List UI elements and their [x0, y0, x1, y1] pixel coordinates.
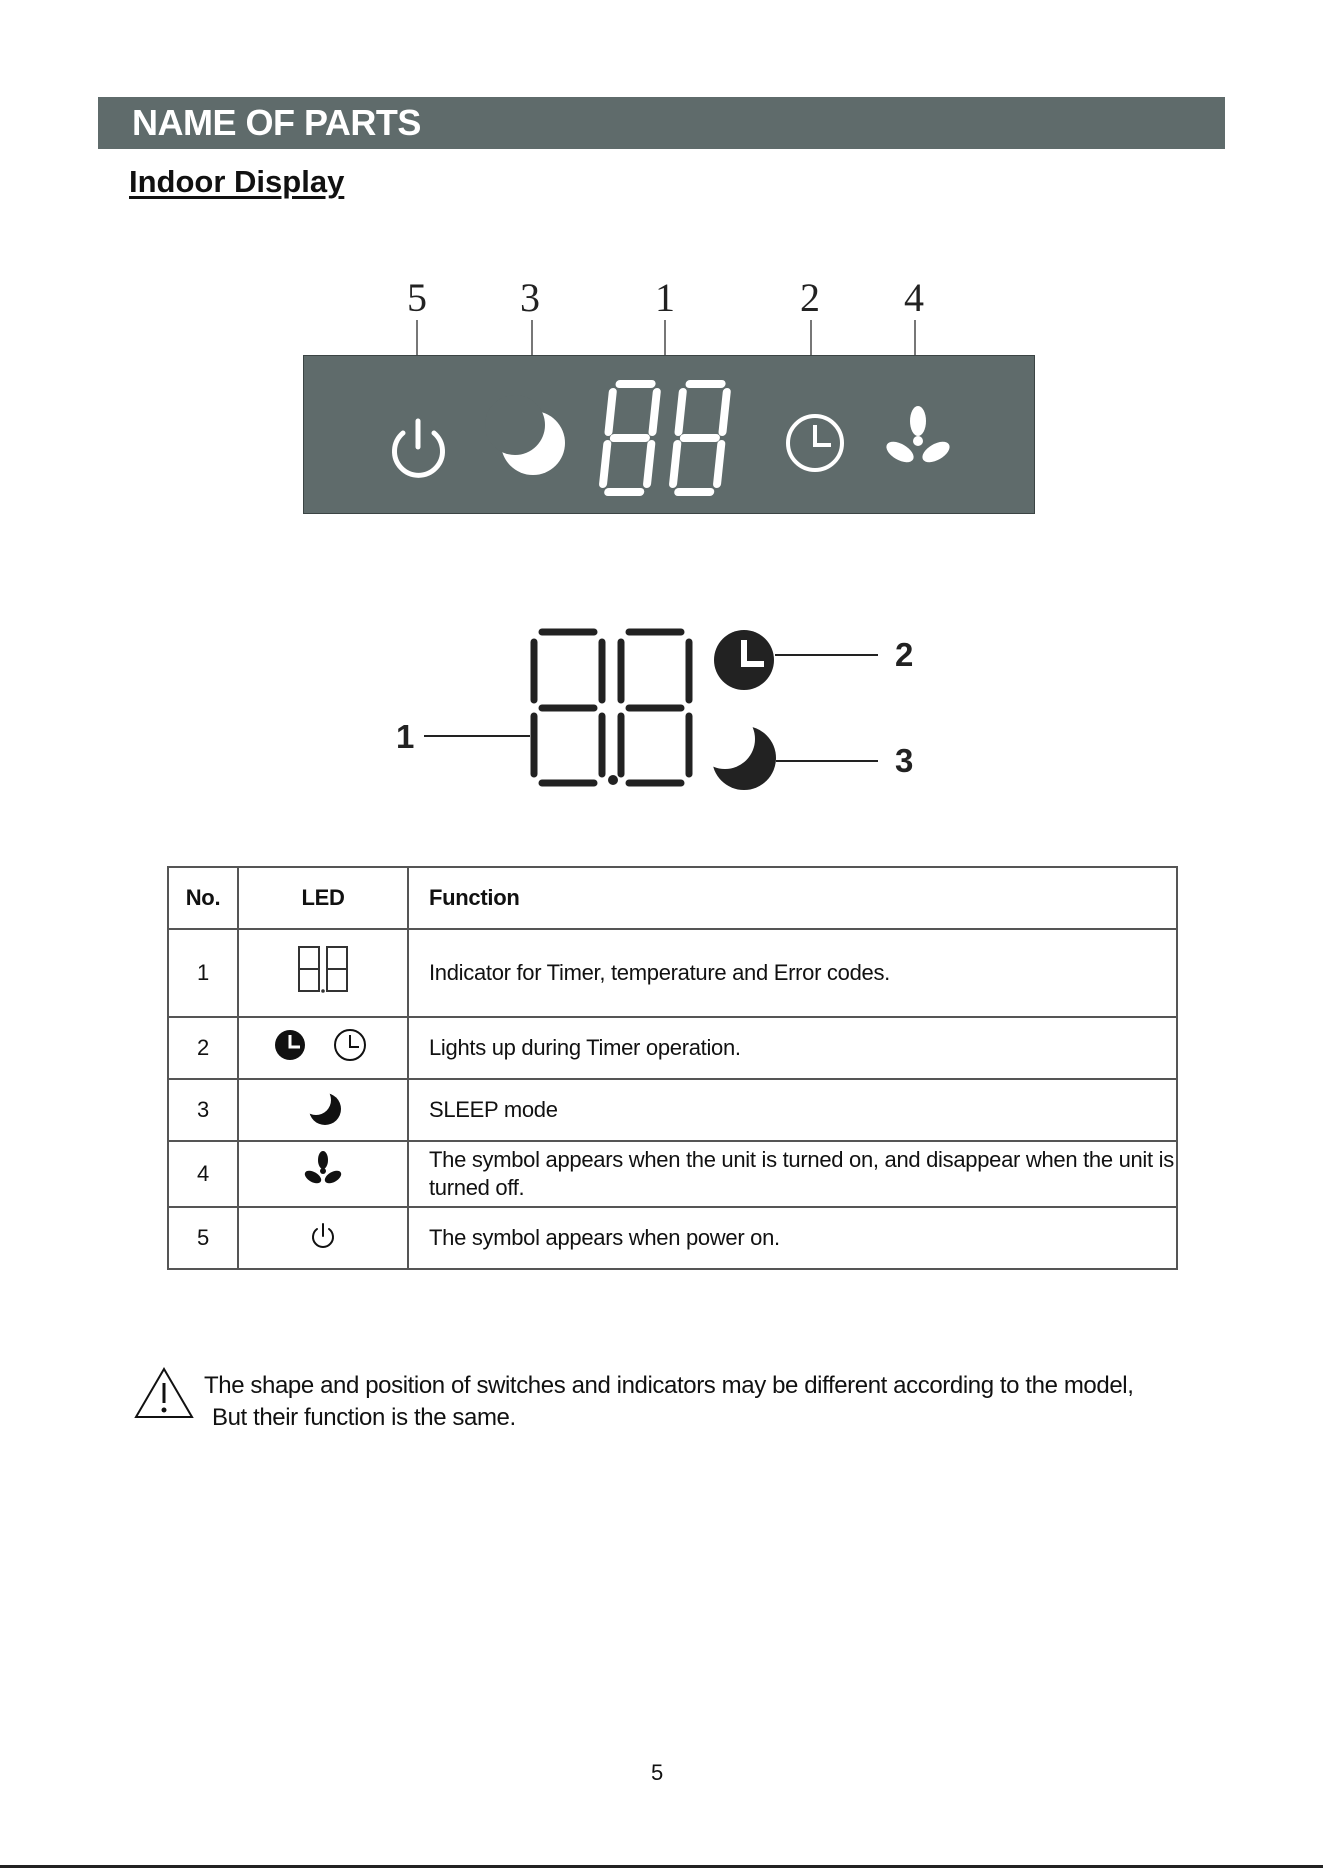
timer-icons — [268, 1025, 378, 1065]
row-led — [238, 1079, 408, 1141]
row-function: SLEEP mode — [408, 1079, 1177, 1141]
row-led — [238, 929, 408, 1017]
row-no: 1 — [168, 929, 238, 1017]
fan-icon — [301, 1149, 345, 1193]
timer-filled-icon — [714, 630, 774, 690]
callout-2: 2 — [800, 275, 820, 320]
callout-3: 3 — [895, 742, 914, 779]
row-no: 2 — [168, 1017, 238, 1079]
row-led — [238, 1207, 408, 1269]
parts-table — [167, 866, 1178, 1270]
seven-segment-88 — [602, 384, 727, 492]
table-row — [168, 1207, 1177, 1269]
page-number: 5 — [651, 1760, 664, 1785]
callout-2: 2 — [895, 636, 914, 673]
fan-icon — [883, 406, 953, 466]
table-row — [168, 1141, 1177, 1207]
moon-icon — [301, 1087, 345, 1127]
clock-icon — [335, 1030, 365, 1060]
section-title: NAME OF PARTS — [98, 97, 1225, 149]
table-row — [168, 1017, 1177, 1079]
warning-triangle-icon — [132, 1365, 196, 1421]
clock-icon — [788, 416, 842, 470]
row-function: Lights up during Timer operation. — [408, 1017, 1177, 1079]
note-line-1: The shape and position of switches and indicators may be different according to the model, — [204, 1372, 1134, 1399]
bottom-rule — [0, 1865, 1323, 1868]
table-header-row — [168, 867, 1177, 929]
subtitle: Indoor Display — [129, 164, 345, 199]
row-no: 3 — [168, 1079, 238, 1141]
row-function: The symbol appears when power on. — [408, 1207, 1177, 1269]
moon-icon — [485, 395, 565, 475]
seven-segment-88 — [295, 944, 351, 996]
row-no: 5 — [168, 1207, 238, 1269]
row-function: The symbol appears when the unit is turned on, and disappear when the unit is turned off. — [408, 1141, 1177, 1207]
power-icon — [395, 421, 443, 475]
header-led: LED — [238, 867, 408, 929]
row-no: 4 — [168, 1141, 238, 1207]
row-led — [238, 1141, 408, 1207]
header-no: No. — [168, 867, 238, 929]
table-row — [168, 929, 1177, 1017]
note-line-2: But their function is the same. — [212, 1404, 516, 1431]
callout-4: 4 — [904, 275, 924, 320]
callout-1: 1 — [396, 718, 415, 755]
power-icon — [305, 1217, 341, 1253]
callout-1: 1 — [655, 275, 675, 320]
decimal-point — [608, 775, 618, 785]
header-function: Function — [408, 867, 1177, 929]
seven-segment-88 — [534, 632, 689, 783]
note-text — [204, 1370, 1133, 1434]
row-function: Indicator for Timer, temperature and Error codes. — [408, 929, 1177, 1017]
moon-icon — [695, 709, 776, 790]
table-row — [168, 1079, 1177, 1141]
timer-filled-icon — [275, 1030, 305, 1060]
callout-5: 5 — [407, 275, 427, 320]
alt-display-graphic — [0, 600, 1323, 810]
callout-3: 3 — [520, 275, 540, 320]
panel-icons — [303, 355, 1035, 514]
row-led — [238, 1017, 408, 1079]
